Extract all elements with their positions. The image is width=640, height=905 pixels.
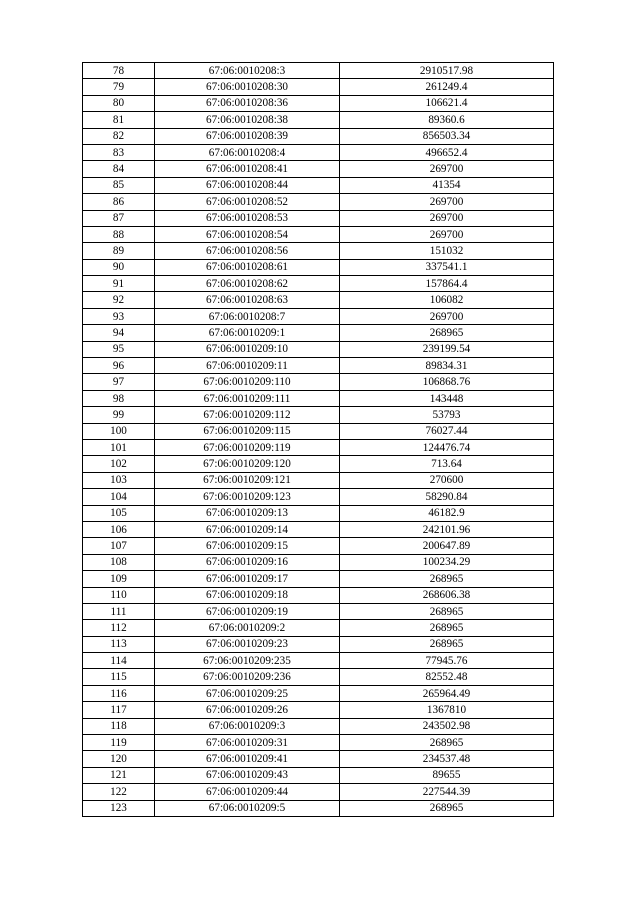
cadastral-number-cell: 67:06:0010209:44: [155, 784, 340, 800]
cadastral-number-cell: 67:06:0010209:13: [155, 505, 340, 521]
table-row: [83, 751, 554, 767]
row-number-cell: 97: [83, 374, 155, 390]
value-cell: 58290.84: [340, 489, 554, 505]
cadastral-number-cell: 67:06:0010209:120: [155, 456, 340, 472]
row-number-cell: 123: [83, 800, 155, 816]
value-cell: 270600: [340, 472, 554, 488]
table-row: [83, 784, 554, 800]
table-row: [83, 669, 554, 685]
cadastral-value-table: [82, 62, 554, 817]
row-number-cell: 86: [83, 194, 155, 210]
cadastral-number-cell: 67:06:0010209:110: [155, 374, 340, 390]
value-cell: 89360.6: [340, 112, 554, 128]
value-cell: 82552.48: [340, 669, 554, 685]
table-row: [83, 95, 554, 111]
value-cell: 227544.39: [340, 784, 554, 800]
table-row: [83, 341, 554, 357]
table-row: [83, 702, 554, 718]
value-cell: 89655: [340, 767, 554, 783]
table-row: [83, 538, 554, 554]
value-cell: 2910517.98: [340, 63, 554, 79]
table-row: [83, 685, 554, 701]
table-row: [83, 259, 554, 275]
cadastral-number-cell: 67:06:0010209:1: [155, 325, 340, 341]
value-cell: 1367810: [340, 702, 554, 718]
table-row: [83, 161, 554, 177]
row-number-cell: 87: [83, 210, 155, 226]
row-number-cell: 104: [83, 489, 155, 505]
cadastral-number-cell: 67:06:0010209:235: [155, 653, 340, 669]
table-row: [83, 439, 554, 455]
value-cell: 53793: [340, 407, 554, 423]
cadastral-number-cell: 67:06:0010209:123: [155, 489, 340, 505]
table-row: [83, 653, 554, 669]
table-row: [83, 521, 554, 537]
cadastral-number-cell: 67:06:0010208:44: [155, 177, 340, 193]
row-number-cell: 119: [83, 735, 155, 751]
cadastral-number-cell: 67:06:0010208:36: [155, 95, 340, 111]
value-cell: 77945.76: [340, 653, 554, 669]
row-number-cell: 92: [83, 292, 155, 308]
table-row: [83, 767, 554, 783]
table-row: [83, 128, 554, 144]
cadastral-number-cell: 67:06:0010209:14: [155, 521, 340, 537]
value-cell: 337541.1: [340, 259, 554, 275]
table-row: [83, 308, 554, 324]
value-cell: 100234.29: [340, 554, 554, 570]
value-cell: 269700: [340, 194, 554, 210]
row-number-cell: 121: [83, 767, 155, 783]
value-cell: 269700: [340, 210, 554, 226]
row-number-cell: 89: [83, 243, 155, 259]
cadastral-number-cell: 67:06:0010208:54: [155, 226, 340, 242]
table-row: [83, 636, 554, 652]
row-number-cell: 100: [83, 423, 155, 439]
table-row: [83, 358, 554, 374]
value-cell: 157864.4: [340, 276, 554, 292]
row-number-cell: 83: [83, 144, 155, 160]
row-number-cell: 108: [83, 554, 155, 570]
value-cell: 269700: [340, 308, 554, 324]
table-row: [83, 620, 554, 636]
cadastral-number-cell: 67:06:0010209:17: [155, 571, 340, 587]
cadastral-number-cell: 67:06:0010209:23: [155, 636, 340, 652]
row-number-cell: 109: [83, 571, 155, 587]
table-row: [83, 407, 554, 423]
table-row: [83, 79, 554, 95]
table-row: [83, 456, 554, 472]
table-row: [83, 735, 554, 751]
table-body: [83, 63, 554, 817]
row-number-cell: 115: [83, 669, 155, 685]
table-row: [83, 243, 554, 259]
row-number-cell: 102: [83, 456, 155, 472]
value-cell: 41354: [340, 177, 554, 193]
row-number-cell: 85: [83, 177, 155, 193]
row-number-cell: 103: [83, 472, 155, 488]
value-cell: 106621.4: [340, 95, 554, 111]
row-number-cell: 107: [83, 538, 155, 554]
row-number-cell: 116: [83, 685, 155, 701]
table-row: [83, 144, 554, 160]
table-row: [83, 603, 554, 619]
cadastral-number-cell: 67:06:0010208:30: [155, 79, 340, 95]
cadastral-number-cell: 67:06:0010209:25: [155, 685, 340, 701]
cadastral-number-cell: 67:06:0010208:39: [155, 128, 340, 144]
value-cell: 89834.31: [340, 358, 554, 374]
value-cell: 268965: [340, 325, 554, 341]
table-row: [83, 226, 554, 242]
table-row: [83, 571, 554, 587]
row-number-cell: 106: [83, 521, 155, 537]
table-row: [83, 112, 554, 128]
cadastral-number-cell: 67:06:0010208:38: [155, 112, 340, 128]
cadastral-number-cell: 67:06:0010209:19: [155, 603, 340, 619]
cadastral-number-cell: 67:06:0010209:121: [155, 472, 340, 488]
table-row: [83, 292, 554, 308]
row-number-cell: 94: [83, 325, 155, 341]
cadastral-number-cell: 67:06:0010208:53: [155, 210, 340, 226]
row-number-cell: 111: [83, 603, 155, 619]
table-row: [83, 554, 554, 570]
table-row: [83, 63, 554, 79]
value-cell: 143448: [340, 390, 554, 406]
table-row: [83, 390, 554, 406]
cadastral-number-cell: 67:06:0010209:26: [155, 702, 340, 718]
table-row: [83, 505, 554, 521]
cadastral-number-cell: 67:06:0010209:2: [155, 620, 340, 636]
cadastral-number-cell: 67:06:0010209:111: [155, 390, 340, 406]
row-number-cell: 110: [83, 587, 155, 603]
table-row: [83, 374, 554, 390]
value-cell: 268965: [340, 603, 554, 619]
cadastral-number-cell: 67:06:0010209:3: [155, 718, 340, 734]
cadastral-number-cell: 67:06:0010208:63: [155, 292, 340, 308]
value-cell: 496652.4: [340, 144, 554, 160]
table-row: [83, 210, 554, 226]
row-number-cell: 98: [83, 390, 155, 406]
value-cell: 269700: [340, 226, 554, 242]
cadastral-number-cell: 67:06:0010208:4: [155, 144, 340, 160]
cadastral-number-cell: 67:06:0010209:10: [155, 341, 340, 357]
table-row: [83, 587, 554, 603]
cadastral-number-cell: 67:06:0010208:61: [155, 259, 340, 275]
value-cell: 268606.38: [340, 587, 554, 603]
table-row: [83, 194, 554, 210]
value-cell: 242101.96: [340, 521, 554, 537]
table-row: [83, 800, 554, 816]
cadastral-number-cell: 67:06:0010209:43: [155, 767, 340, 783]
value-cell: 46182.9: [340, 505, 554, 521]
row-number-cell: 99: [83, 407, 155, 423]
value-cell: 151032: [340, 243, 554, 259]
value-cell: 268965: [340, 620, 554, 636]
row-number-cell: 79: [83, 79, 155, 95]
cadastral-number-cell: 67:06:0010209:31: [155, 735, 340, 751]
cadastral-number-cell: 67:06:0010209:119: [155, 439, 340, 455]
cadastral-number-cell: 67:06:0010209:112: [155, 407, 340, 423]
cadastral-number-cell: 67:06:0010208:7: [155, 308, 340, 324]
cadastral-number-cell: 67:06:0010208:41: [155, 161, 340, 177]
row-number-cell: 118: [83, 718, 155, 734]
value-cell: 268965: [340, 735, 554, 751]
row-number-cell: 95: [83, 341, 155, 357]
row-number-cell: 90: [83, 259, 155, 275]
row-number-cell: 96: [83, 358, 155, 374]
table-row: [83, 472, 554, 488]
row-number-cell: 114: [83, 653, 155, 669]
cadastral-number-cell: 67:06:0010209:115: [155, 423, 340, 439]
table-row: [83, 423, 554, 439]
value-cell: 856503.34: [340, 128, 554, 144]
row-number-cell: 82: [83, 128, 155, 144]
table-row: [83, 718, 554, 734]
cadastral-number-cell: 67:06:0010208:3: [155, 63, 340, 79]
row-number-cell: 81: [83, 112, 155, 128]
value-cell: 234537.48: [340, 751, 554, 767]
row-number-cell: 88: [83, 226, 155, 242]
table-row: [83, 276, 554, 292]
value-cell: 106082: [340, 292, 554, 308]
cadastral-number-cell: 67:06:0010209:236: [155, 669, 340, 685]
table-row: [83, 489, 554, 505]
table-row: [83, 177, 554, 193]
cadastral-number-cell: 67:06:0010209:15: [155, 538, 340, 554]
value-cell: 261249.4: [340, 79, 554, 95]
cadastral-number-cell: 67:06:0010208:52: [155, 194, 340, 210]
row-number-cell: 80: [83, 95, 155, 111]
row-number-cell: 105: [83, 505, 155, 521]
value-cell: 106868.76: [340, 374, 554, 390]
row-number-cell: 84: [83, 161, 155, 177]
value-cell: 268965: [340, 571, 554, 587]
value-cell: 713.64: [340, 456, 554, 472]
value-cell: 268965: [340, 636, 554, 652]
value-cell: 200647.89: [340, 538, 554, 554]
cadastral-number-cell: 67:06:0010208:56: [155, 243, 340, 259]
cadastral-number-cell: 67:06:0010209:18: [155, 587, 340, 603]
cadastral-number-cell: 67:06:0010209:5: [155, 800, 340, 816]
cadastral-number-cell: 67:06:0010208:62: [155, 276, 340, 292]
row-number-cell: 112: [83, 620, 155, 636]
value-cell: 76027.44: [340, 423, 554, 439]
row-number-cell: 93: [83, 308, 155, 324]
row-number-cell: 117: [83, 702, 155, 718]
row-number-cell: 101: [83, 439, 155, 455]
value-cell: 243502.98: [340, 718, 554, 734]
table-row: [83, 325, 554, 341]
value-cell: 269700: [340, 161, 554, 177]
value-cell: 265964.49: [340, 685, 554, 701]
row-number-cell: 91: [83, 276, 155, 292]
cadastral-number-cell: 67:06:0010209:16: [155, 554, 340, 570]
row-number-cell: 122: [83, 784, 155, 800]
row-number-cell: 120: [83, 751, 155, 767]
value-cell: 268965: [340, 800, 554, 816]
row-number-cell: 78: [83, 63, 155, 79]
row-number-cell: 113: [83, 636, 155, 652]
cadastral-number-cell: 67:06:0010209:41: [155, 751, 340, 767]
value-cell: 124476.74: [340, 439, 554, 455]
cadastral-number-cell: 67:06:0010209:11: [155, 358, 340, 374]
value-cell: 239199.54: [340, 341, 554, 357]
